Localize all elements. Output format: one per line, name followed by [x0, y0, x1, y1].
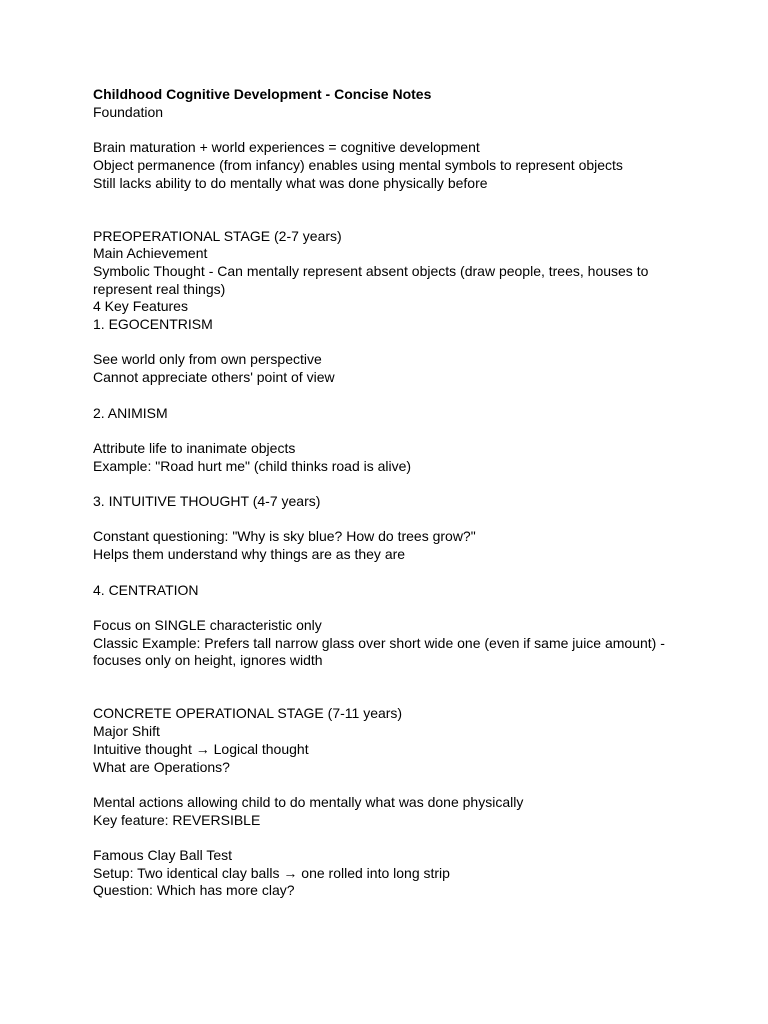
clay-line: Question: Which has more clay? — [93, 882, 295, 899]
animism-line: Attribute life to inanimate objects — [93, 439, 296, 456]
foundation-line: Brain maturation + world experiences = cognitive development — [93, 139, 480, 156]
key-features-label: 4 Key Features — [93, 298, 188, 315]
document-page — [93, 86, 693, 900]
main-achievement-label: Main Achievement — [93, 245, 208, 262]
egocentrism-line: See world only from own perspective — [93, 351, 322, 368]
intuitive-heading: 3. INTUITIVE THOUGHT (4-7 years) — [93, 493, 321, 510]
foundation-heading: Foundation — [93, 103, 164, 120]
spacer — [93, 564, 693, 582]
spacer — [93, 829, 693, 847]
spacer — [93, 334, 693, 352]
foundation-line: Still lacks ability to do mentally what was done physically before — [93, 174, 488, 191]
shift-line: Intuitive thought → Logical thought — [93, 740, 309, 757]
spacer — [93, 475, 693, 493]
document-title: Childhood Cognitive Development - Concise Notes — [93, 86, 432, 102]
egocentrism-line: Cannot appreciate others' point of view — [93, 369, 335, 386]
major-shift-label: Major Shift — [93, 723, 160, 740]
spacer — [93, 192, 693, 210]
spacer — [93, 422, 693, 440]
intuitive-line: Helps them understand why things are as they are — [93, 546, 406, 563]
foundation-line: Object permanence (from infancy) enables using mental symbols to represent objects — [93, 156, 623, 173]
operations-question: What are Operations? — [93, 758, 230, 775]
animism-heading: 2. ANIMISM — [93, 404, 168, 421]
centration-heading: 4. CENTRATION — [93, 581, 199, 598]
spacer — [93, 387, 693, 405]
animism-line: Example: "Road hurt me" (child thinks road is alive) — [93, 457, 412, 474]
concrete-heading: CONCRETE OPERATIONAL STAGE (7-11 years) — [93, 705, 403, 722]
operations-line: Mental actions allowing child to do mentally what was done physically — [93, 793, 524, 810]
spacer — [93, 670, 693, 688]
spacer — [93, 210, 693, 228]
spacer — [93, 776, 693, 794]
operations-line: Key feature: REVERSIBLE — [93, 811, 261, 828]
centration-line: Focus on SINGLE characteristic only — [93, 616, 322, 633]
spacer — [93, 121, 693, 139]
spacer — [93, 688, 693, 706]
spacer — [93, 511, 693, 529]
centration-line: Classic Example: Prefers tall narrow glass over short wide one (even if same juice amount) - focuses only on height, ignores width — [93, 634, 669, 669]
symbolic-thought-text: Symbolic Thought - Can mentally represent absent objects (draw people, trees, houses to represent real things) — [93, 262, 653, 297]
intuitive-line: Constant questioning: "Why is sky blue? How do trees grow?" — [93, 528, 476, 545]
clay-heading: Famous Clay Ball Test — [93, 847, 233, 864]
egocentrism-heading: 1. EGOCENTRISM — [93, 316, 213, 333]
preoperational-heading: PREOPERATIONAL STAGE (2-7 years) — [93, 227, 342, 244]
clay-line: Setup: Two identical clay balls → one rolled into long strip — [93, 864, 450, 881]
spacer — [93, 599, 693, 617]
